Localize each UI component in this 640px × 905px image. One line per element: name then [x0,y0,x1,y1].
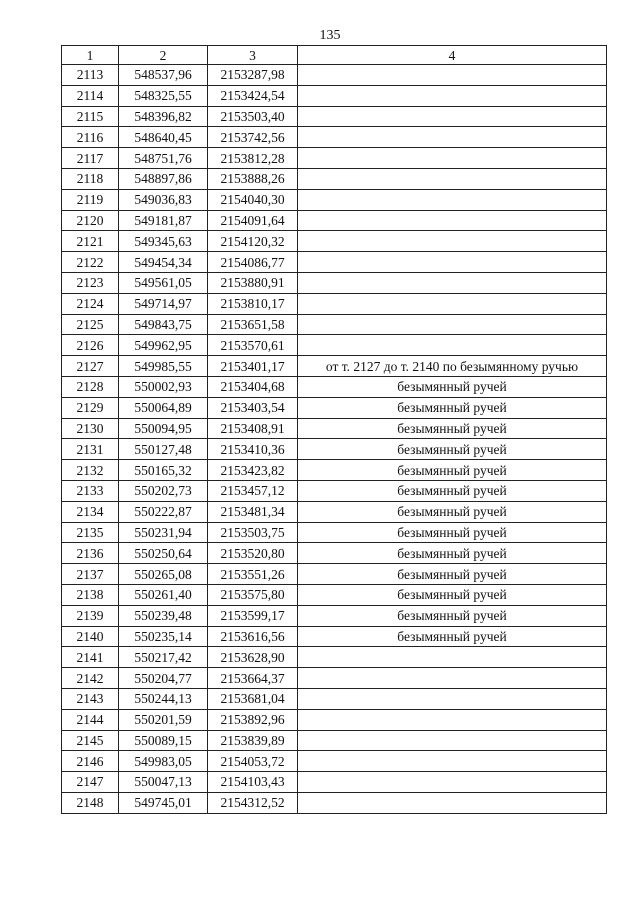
cell-coordinate-x: 550244,13 [119,688,208,709]
cell-coordinate-y: 2153503,40 [208,106,298,127]
cell-description [298,85,607,106]
table-row [62,751,607,772]
cell-coordinate-x: 548640,45 [119,127,208,148]
cell-coordinate-y: 2154086,77 [208,252,298,273]
header-coordinate-x: 2 [119,46,208,65]
table-row [62,605,607,626]
cell-point-number: 2115 [62,106,119,127]
table-row [62,65,607,86]
cell-point-number: 2113 [62,65,119,86]
table-row [62,730,607,751]
cell-description [298,106,607,127]
cell-coordinate-y: 2153742,56 [208,127,298,148]
table-row [62,148,607,169]
cell-coordinate-x: 550235,14 [119,626,208,647]
cell-point-number: 2119 [62,189,119,210]
cell-coordinate-y: 2154040,30 [208,189,298,210]
cell-coordinate-x: 549985,55 [119,356,208,377]
cell-coordinate-x: 548325,55 [119,85,208,106]
cell-description: безымянный ручей [298,397,607,418]
cell-description [298,709,607,730]
cell-coordinate-x: 550002,93 [119,376,208,397]
table-row [62,688,607,709]
cell-point-number: 2141 [62,647,119,668]
table-body [62,65,607,814]
cell-description: безымянный ручей [298,605,607,626]
header-coordinate-y: 3 [208,46,298,65]
cell-coordinate-y: 2153599,17 [208,605,298,626]
cell-description [298,751,607,772]
header-point-number: 1 [62,46,119,65]
cell-coordinate-x: 549983,05 [119,751,208,772]
cell-coordinate-y: 2153287,98 [208,65,298,86]
cell-point-number: 2131 [62,439,119,460]
cell-description: безымянный ручей [298,460,607,481]
cell-description [298,189,607,210]
cell-point-number: 2137 [62,564,119,585]
table-row [62,522,607,543]
cell-point-number: 2132 [62,460,119,481]
cell-description: безымянный ручей [298,584,607,605]
cell-description [298,293,607,314]
cell-point-number: 2125 [62,314,119,335]
cell-point-number: 2133 [62,480,119,501]
cell-coordinate-x: 549745,01 [119,792,208,813]
table-row [62,439,607,460]
cell-point-number: 2118 [62,168,119,189]
cell-coordinate-x: 550165,32 [119,460,208,481]
cell-coordinate-y: 2153520,80 [208,543,298,564]
cell-coordinate-y: 2153423,82 [208,460,298,481]
cell-description: безымянный ручей [298,626,607,647]
cell-point-number: 2129 [62,397,119,418]
cell-coordinate-y: 2153892,96 [208,709,298,730]
table-row [62,564,607,585]
cell-coordinate-y: 2154103,43 [208,772,298,793]
cell-description [298,668,607,689]
cell-description: безымянный ручей [298,418,607,439]
cell-point-number: 2126 [62,335,119,356]
table-row [62,647,607,668]
cell-coordinate-x: 550127,48 [119,439,208,460]
table-row [62,584,607,605]
cell-coordinate-x: 549714,97 [119,293,208,314]
cell-description [298,148,607,169]
cell-point-number: 2147 [62,772,119,793]
cell-point-number: 2114 [62,85,119,106]
cell-point-number: 2139 [62,605,119,626]
cell-point-number: 2128 [62,376,119,397]
cell-coordinate-x: 550201,59 [119,709,208,730]
cell-coordinate-x: 550239,48 [119,605,208,626]
cell-description: безымянный ручей [298,564,607,585]
cell-coordinate-y: 2153404,68 [208,376,298,397]
cell-description: безымянный ручей [298,522,607,543]
cell-point-number: 2123 [62,272,119,293]
cell-coordinate-y: 2153810,17 [208,293,298,314]
table-row [62,501,607,522]
cell-coordinate-x: 549561,05 [119,272,208,293]
cell-coordinate-y: 2153628,90 [208,647,298,668]
cell-point-number: 2120 [62,210,119,231]
cell-coordinate-x: 550204,77 [119,668,208,689]
cell-coordinate-y: 2153551,26 [208,564,298,585]
table-row [62,772,607,793]
cell-description: безымянный ручей [298,543,607,564]
cell-point-number: 2122 [62,252,119,273]
cell-coordinate-x: 550047,13 [119,772,208,793]
cell-description [298,231,607,252]
table-row [62,252,607,273]
cell-description [298,647,607,668]
table-row [62,272,607,293]
cell-point-number: 2121 [62,231,119,252]
cell-description [298,772,607,793]
cell-coordinate-x: 550217,42 [119,647,208,668]
table-row [62,127,607,148]
cell-coordinate-x: 550222,87 [119,501,208,522]
cell-description: от т. 2127 до т. 2140 по безымянному ручью [298,356,607,377]
cell-description: безымянный ручей [298,376,607,397]
cell-coordinate-y: 2153410,36 [208,439,298,460]
table-header [62,46,607,65]
cell-coordinate-x: 549181,87 [119,210,208,231]
cell-coordinate-x: 550265,08 [119,564,208,585]
cell-coordinate-x: 548537,96 [119,65,208,86]
cell-point-number: 2136 [62,543,119,564]
cell-point-number: 2142 [62,668,119,689]
cell-description: безымянный ручей [298,439,607,460]
cell-coordinate-y: 2153481,34 [208,501,298,522]
cell-coordinate-x: 548396,82 [119,106,208,127]
cell-description [298,210,607,231]
cell-coordinate-y: 2153880,91 [208,272,298,293]
cell-point-number: 2145 [62,730,119,751]
cell-coordinate-y: 2154312,52 [208,792,298,813]
table-row [62,376,607,397]
cell-coordinate-x: 550261,40 [119,584,208,605]
cell-point-number: 2134 [62,501,119,522]
cell-point-number: 2130 [62,418,119,439]
cell-point-number: 2127 [62,356,119,377]
cell-coordinate-y: 2153812,28 [208,148,298,169]
cell-coordinate-x: 550094,95 [119,418,208,439]
cell-point-number: 2116 [62,127,119,148]
cell-point-number: 2146 [62,751,119,772]
cell-coordinate-x: 549345,63 [119,231,208,252]
cell-coordinate-x: 549454,34 [119,252,208,273]
cell-description [298,688,607,709]
table-row [62,189,607,210]
cell-description [298,168,607,189]
cell-coordinate-y: 2153503,75 [208,522,298,543]
table-row [62,231,607,252]
cell-description [298,252,607,273]
cell-coordinate-y: 2153403,54 [208,397,298,418]
table-row [62,356,607,377]
table-row [62,668,607,689]
cell-coordinate-y: 2153888,26 [208,168,298,189]
cell-coordinate-x: 550089,15 [119,730,208,751]
cell-coordinate-y: 2153651,58 [208,314,298,335]
cell-coordinate-y: 2154091,64 [208,210,298,231]
cell-point-number: 2124 [62,293,119,314]
table-row [62,480,607,501]
cell-coordinate-x: 550231,94 [119,522,208,543]
cell-point-number: 2143 [62,688,119,709]
table-row [62,397,607,418]
cell-coordinate-y: 2153681,04 [208,688,298,709]
cell-coordinate-y: 2153570,61 [208,335,298,356]
cell-coordinate-x: 548897,86 [119,168,208,189]
cell-coordinate-y: 2154053,72 [208,751,298,772]
table-row [62,626,607,647]
cell-coordinate-y: 2153424,54 [208,85,298,106]
table-row [62,293,607,314]
table-row [62,314,607,335]
cell-coordinate-y: 2153408,91 [208,418,298,439]
cell-coordinate-x: 549036,83 [119,189,208,210]
table-row [62,168,607,189]
cell-description: безымянный ручей [298,501,607,522]
cell-coordinate-x: 550202,73 [119,480,208,501]
table-row [62,210,607,231]
cell-description: безымянный ручей [298,480,607,501]
table-row [62,709,607,730]
cell-coordinate-x: 548751,76 [119,148,208,169]
cell-coordinate-y: 2153401,17 [208,356,298,377]
cell-coordinate-y: 2153457,12 [208,480,298,501]
table-row [62,335,607,356]
cell-coordinate-x: 550064,89 [119,397,208,418]
cell-point-number: 2144 [62,709,119,730]
table-row [62,792,607,813]
cell-point-number: 2148 [62,792,119,813]
cell-coordinate-y: 2153839,89 [208,730,298,751]
cell-coordinate-y: 2154120,32 [208,231,298,252]
table-row [62,418,607,439]
cell-description [298,314,607,335]
cell-coordinate-y: 2153664,37 [208,668,298,689]
header-description: 4 [298,46,607,65]
cell-point-number: 2140 [62,626,119,647]
cell-coordinate-x: 549962,95 [119,335,208,356]
cell-description [298,272,607,293]
table-row [62,460,607,481]
cell-point-number: 2135 [62,522,119,543]
cell-coordinate-x: 550250,64 [119,543,208,564]
header-row [62,46,607,65]
cell-description [298,335,607,356]
cell-description [298,730,607,751]
cell-description [298,65,607,86]
table-row [62,85,607,106]
table-row [62,543,607,564]
table-row [62,106,607,127]
cell-coordinate-y: 2153616,56 [208,626,298,647]
cell-coordinate-y: 2153575,80 [208,584,298,605]
cell-point-number: 2138 [62,584,119,605]
cell-description [298,127,607,148]
coordinates-table [61,45,607,814]
cell-coordinate-x: 549843,75 [119,314,208,335]
page-number: 135 [319,28,341,43]
cell-description [298,792,607,813]
cell-point-number: 2117 [62,148,119,169]
